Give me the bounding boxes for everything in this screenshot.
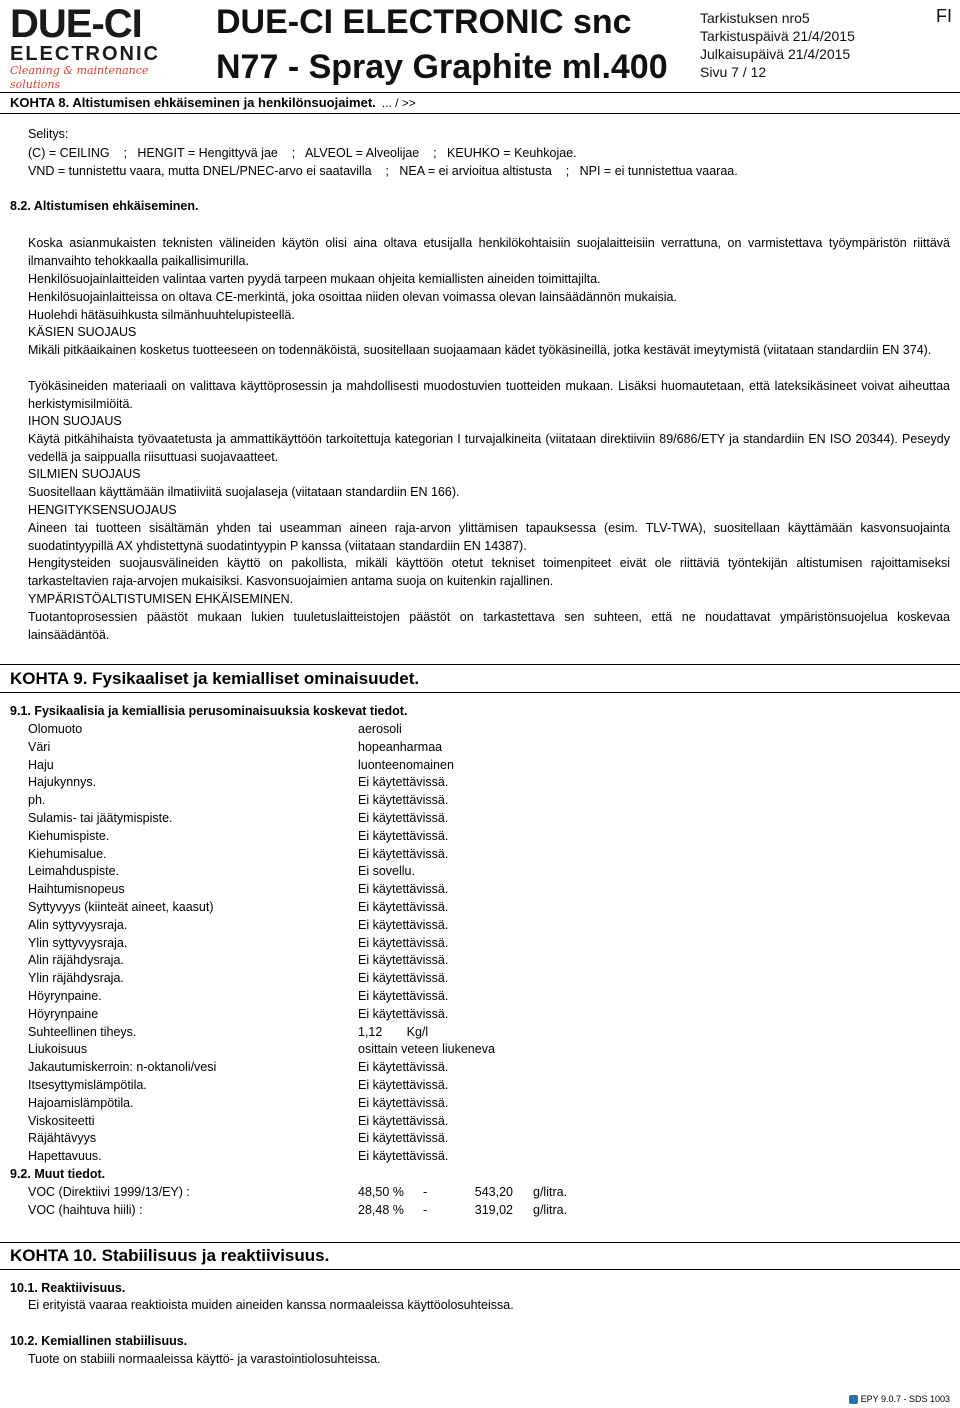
property-name: Höyrynpaine. — [28, 989, 102, 1003]
property-value: aerosoli — [358, 722, 402, 736]
paragraph: Huolehdi hätäsuihkusta silmänhuuhtelupisteellä. — [28, 308, 295, 322]
continued-marker: ... / >> — [381, 96, 416, 110]
voc-unit: g/litra. — [533, 1185, 568, 1199]
language-code: FI — [936, 6, 952, 26]
property-name: Haju — [28, 757, 54, 772]
divider — [0, 1242, 960, 1243]
property-value: Ei käytettävissä. — [358, 828, 449, 843]
paragraph: Tuote on stabiili normaaleissa käyttö- ja varastointiolosuhteissa. — [28, 1352, 381, 1366]
revision-number: Tarkistuksen nro5 — [700, 10, 810, 26]
property-name: Hapettavuus. — [28, 1149, 102, 1164]
property-value: Ei käytettävissä. — [358, 917, 449, 932]
paragraph: Henkilösuojainlaitteissa on oltava CE-merkintä, joka osoittaa niiden olevan voimassa olevan lainsäädännön mukaisia. — [28, 290, 677, 304]
company-logo — [10, 2, 185, 91]
property-name: Liukoisuus — [28, 1042, 88, 1057]
divider — [0, 113, 960, 114]
paragraph: Aineen tai tuotteen sisältämän yhden tai useamman aineen raja-arvon ylittämisen tapauksessa (esim. TLV-TWA), suositellaan käyttämään kasvonsuojainta suodatintyypillä AX yhdistettynä suodatintyypin P kanssa (viitataan standardiin EN 14387). — [28, 521, 950, 553]
property-value: Ei käytettävissä. — [358, 1078, 449, 1092]
property-value: luonteenomainen — [358, 757, 454, 772]
property-name: Haihtumisnopeus — [28, 882, 125, 897]
hands-protection-heading: KÄSIEN SUOJAUS — [28, 325, 137, 339]
voc-unit: g/litra. — [533, 1203, 568, 1217]
property-value: Ei käytettävissä. — [358, 1006, 449, 1021]
voc-dash: - — [423, 1203, 428, 1217]
section-10-title: KOHTA 10. Stabiilisuus ja reaktiivisuus. — [10, 1246, 330, 1265]
section-9-title: KOHTA 9. Fysikaaliset ja kemialliset ominaisuudet. — [10, 669, 420, 688]
property-value: Ei sovellu. — [358, 864, 415, 879]
voc-dash: - — [423, 1185, 428, 1199]
property-value: Ei käytettävissä. — [358, 900, 449, 914]
subsection-9-2-title: 9.2. Muut tiedot. — [10, 1167, 106, 1181]
property-name: Hajukynnys. — [28, 775, 97, 790]
company-name: DUE-CI ELECTRONIC snc — [216, 3, 632, 41]
voc-percent: 28,48 % — [358, 1203, 404, 1217]
legend-line-2: VND = tunnistettu vaara, mutta DNEL/PNEC-arvo ei saatavilla ; NEA = ei arvioitua altistusta ; NPI = ei tunnistettua vaaraa. — [28, 164, 738, 178]
paragraph: Hengitysteiden suojausvälineiden käyttö on pakollista, mikäli käyttöön otetut tekniset toimenpiteet eivät ole riittäviä työntekijän altistumisen rajoittamiseksi tarkasteltavien raja-arvojen mukaisiksi. Kasvonsuojaimien antama suoja on kuitenkin rajallinen. — [28, 556, 950, 588]
property-value: Ei käytettävissä. — [358, 953, 449, 968]
property-name: Räjähtävyys — [28, 1131, 97, 1146]
paragraph: Käytä pitkähihaista työvaatetusta ja ammattikäyttöön tarkoitettuja kategorian I turvajalkineita (viitataan direktiiviin 89/686/ETY ja standardiin EN ISO 20344). Peseydy vedellä ja saippualla riisuttuasi suojavaatteet. — [28, 432, 950, 464]
property-name: Sulamis- tai jäätymispiste. — [28, 811, 173, 825]
property-value: Ei käytettävissä. — [358, 793, 449, 808]
property-value: Ei käytettävissä. — [358, 775, 449, 790]
property-name: Väri — [28, 739, 51, 754]
property-value: Ei käytettävissä. — [358, 1149, 449, 1164]
property-value: Ei käytettävissä. — [358, 846, 449, 861]
property-name: Leimahduspiste. — [28, 864, 120, 879]
property-value: Ei käytettävissä. — [358, 989, 449, 1003]
property-value: Ei käytettävissä. — [358, 935, 449, 950]
respiratory-protection-heading: HENGITYKSENSUOJAUS — [28, 503, 177, 517]
eye-protection-heading: SILMIEN SUOJAUS — [28, 467, 141, 481]
logo-line2: ELECTRONIC — [10, 43, 160, 65]
subsection-8-2-title: 8.2. Altistumisen ehkäiseminen. — [10, 199, 199, 213]
property-name: Olomuoto — [28, 722, 83, 736]
property-name: Syttyvyys (kiinteät aineet, kaasut) — [28, 900, 214, 914]
property-name: Suhteellinen tiheys. — [28, 1024, 137, 1039]
legend-line-1: (C) = CEILING ; HENGIT = Hengittyvä jae ; ALVEOL = Alveolijae ; KEUHKO = Keuhkojae. — [28, 146, 577, 160]
property-value: Ei käytettävissä. — [358, 811, 449, 825]
property-value: osittain veteen liukeneva — [358, 1042, 495, 1057]
property-name: Viskositeetti — [28, 1113, 95, 1128]
page-number: Sivu 7 / 12 — [700, 64, 767, 80]
paragraph: Mikäli pitkäaikainen kosketus tuotteeseen on todennäköistä, suositellaan suojaamaan kädet työkäsineillä, jotka kestävät imeytymistä (viitataan standardiin EN 374). — [28, 343, 932, 357]
section-8-heading — [10, 95, 416, 110]
voc-value: 543,20 — [474, 1185, 513, 1199]
property-value: Ei käytettävissä. — [358, 1095, 449, 1110]
property-name: Alin räjähdysraja. — [28, 953, 124, 968]
voc-label: VOC (haihtuva hiili) : — [28, 1203, 143, 1217]
voc-percent: 48,50 % — [358, 1185, 404, 1199]
subsection-10-1-title: 10.1. Reaktiivisuus. — [10, 1281, 126, 1295]
skin-protection-heading: IHON SUOJAUS — [28, 414, 122, 428]
property-name: Hajoamislämpötila. — [28, 1095, 134, 1110]
revision-date: Tarkistuspäivä 21/4/2015 — [700, 28, 855, 44]
footer — [849, 1394, 950, 1404]
divider — [0, 1269, 960, 1270]
logo-tagline: Cleaning & maintenance solutions — [10, 64, 149, 91]
paragraph: Koska asianmukaisten teknisten välineiden käytön olisi aina oltava etusijalla henkilökohtaisiin suojalaitteisiin verrattuna, on varmistettava työympäristön riittävä ilmanvaihto tehokkaalla paikallisimurilla. — [28, 236, 950, 268]
section-8-title: KOHTA 8. Altistumisen ehkäiseminen ja henkilönsuojaimet. — [10, 95, 376, 110]
subsection-10-2-title: 10.2. Kemiallinen stabiilisuus. — [10, 1334, 188, 1348]
property-name: Ylin syttyvyysraja. — [28, 935, 128, 950]
property-name: Kiehumisalue. — [28, 846, 107, 861]
paragraph: Suositellaan käyttämään ilmatiiviitä suojalaseja (viitataan standardiin EN 166). — [28, 485, 460, 499]
property-value: hopeanharmaa — [358, 739, 443, 754]
paragraph: Tuotantoprosessien päästöt mukaan lukien tuuletuslaitteistojen päästöt on tarkastettava sen suhteen, että ne noudattavat ympäristönsuojelua koskevaa lainsäädäntöä. — [28, 610, 950, 642]
divider — [0, 692, 960, 693]
property-value: Ei käytettävissä. — [358, 882, 449, 897]
property-name: Kiehumispiste. — [28, 828, 110, 843]
property-name: Höyrynpaine — [28, 1006, 99, 1021]
voc-label: VOC (Direktiivi 1999/13/EY) : — [28, 1185, 190, 1199]
divider — [0, 92, 960, 93]
legend-label: Selitys: — [28, 127, 69, 141]
environmental-exposure-heading: YMPÄRISTÖALTISTUMISEN EHKÄISEMINEN. — [28, 592, 294, 606]
epy-icon — [849, 1395, 858, 1404]
paragraph: Henkilösuojainlaitteiden valintaa varten pyydä tarpeen mukaan ohjeita kemiallisten aineiden toimittajilta. — [28, 272, 601, 286]
property-name: ph. — [28, 793, 46, 808]
property-value: Ei käytettävissä. — [358, 971, 449, 986]
property-value: Ei käytettävissä. — [358, 1060, 449, 1075]
property-value: Ei käytettävissä. — [358, 1131, 449, 1146]
product-name: N77 - Spray Graphite ml.400 — [216, 48, 668, 86]
publish-date: Julkaisupäivä 21/4/2015 — [700, 46, 851, 62]
property-name: Itsesyttymislämpötila. — [28, 1078, 147, 1092]
property-value: 1,12 Kg/l — [358, 1024, 429, 1039]
footer-text: EPY 9.0.7 - SDS 1003 — [860, 1393, 950, 1404]
divider — [0, 664, 960, 665]
voc-value: 319,02 — [474, 1203, 513, 1217]
paragraph: Ei erityistä vaaraa reaktioista muiden aineiden kanssa normaaleissa käyttöolosuhteissa. — [28, 1298, 514, 1312]
paragraph: Työkäsineiden materiaali on valittava käyttöprosessin ja mahdollisesti muodostuvien tuotteiden mukaan. Lisäksi huomautetaan, että lateksikäsineet voivat aiheuttaa herkistymisilmiöitä. — [28, 379, 950, 411]
property-name: Ylin räjähdysraja. — [28, 971, 124, 986]
property-name: Alin syttyvyysraja. — [28, 917, 128, 932]
subsection-9-1-title: 9.1. Fysikaalisia ja kemiallisia perusominaisuuksia koskevat tiedot. — [10, 704, 408, 718]
logo-line1: DUE-CI — [10, 2, 142, 46]
property-name: Jakautumiskerroin: n-oktanoli/vesi — [28, 1060, 217, 1075]
property-value: Ei käytettävissä. — [358, 1113, 449, 1128]
